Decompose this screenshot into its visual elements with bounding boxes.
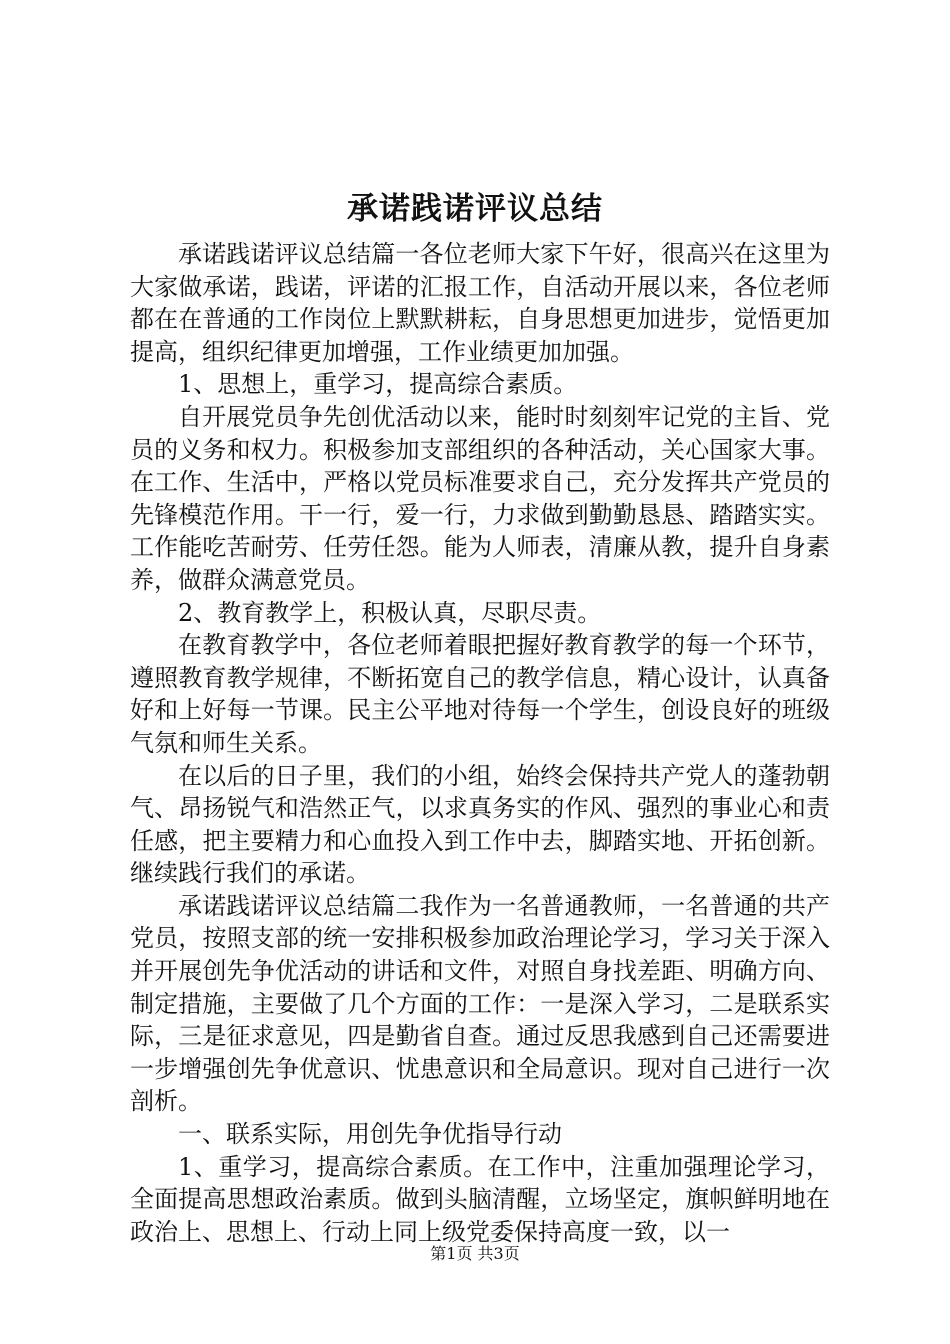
page-number-footer: 第1页 共3页 bbox=[430, 1244, 520, 1263]
document-title: 承诺践诺评议总结 bbox=[347, 191, 603, 227]
paragraph: 1、重学习，提高综合素质。在工作中，注重加强理论学习，全面提高思想政治素质。做到头脑清醒，立场坚定，旗帜鲜明地在政治上、思想上、行动上同上级党委保持高度一致，以一 bbox=[130, 1152, 830, 1246]
paragraph: 2、教育教学上，积极认真，尽职尽责。 bbox=[178, 598, 602, 627]
paragraph: 承诺践诺评议总结篇一各位老师大家下午好，很高兴在这里为大家做承诺，践诺，评诺的汇报工作，自活动开展以来，各位老师都在在普通的工作岗位上默默耕耘，自身思想更加进步，觉悟更加提高，组织纪律更加增强，工作业绩更加加强。 bbox=[130, 240, 830, 366]
paragraph: 在教育教学中，各位老师着眼把握好教育教学的每一个环节，遵照教育教学规律，不断拓宽自己的教学信息，精心设计，认真备好和上好每一节课。民主公平地对待每一个学生，创设良好的班级气氛和师生关系。 bbox=[130, 631, 830, 757]
paragraph: 一、联系实际，用创先争优指导行动 bbox=[178, 1120, 562, 1149]
paragraph: 在以后的日子里，我们的小组，始终会保持共产党人的蓬勃朝气、昂扬锐气和浩然正气，以求真务实的作风、强烈的事业心和责任感，把主要精力和心血投入到工作中去，脚踏实地、开拓创新。继续践行我们的承诺。 bbox=[130, 761, 830, 888]
paragraph: 1、思想上，重学习，提高综合素质。 bbox=[178, 370, 578, 399]
paragraph: 承诺践诺评议总结篇二我作为一名普通教师，一名普通的共产党员，按照支部的统一安排积极参加政治理论学习，学习关于深入并开展创先争优活动的讲话和文件，对照自身找差距、明确方向、制定措施，主要做了几个方面的工作：一是深入学习，二是联系实际，三是征求意见，四是勤省自查。通过反思我感到自己还需要进一步增强创先争优意识、忧患意识和全局意识。现对自己进行一次剖析。 bbox=[130, 891, 830, 1116]
paragraph: 自开展党员争先创优活动以来，能时时刻刻牢记党的主旨、党员的义务和权力。积极参加支部组织的各种活动，关心国家大事。在工作、生活中，严格以党员标准要求自己，充分发挥共产党员的先锋模范作用。干一行，爱一行，力求做到勤勤恳恳、踏踏实实。工作能吃苦耐劳、任劳任怨。能为人师表，清廉从教，提升自身素养，做群众满意党员。 bbox=[130, 402, 830, 594]
document-body bbox=[130, 238, 830, 1248]
